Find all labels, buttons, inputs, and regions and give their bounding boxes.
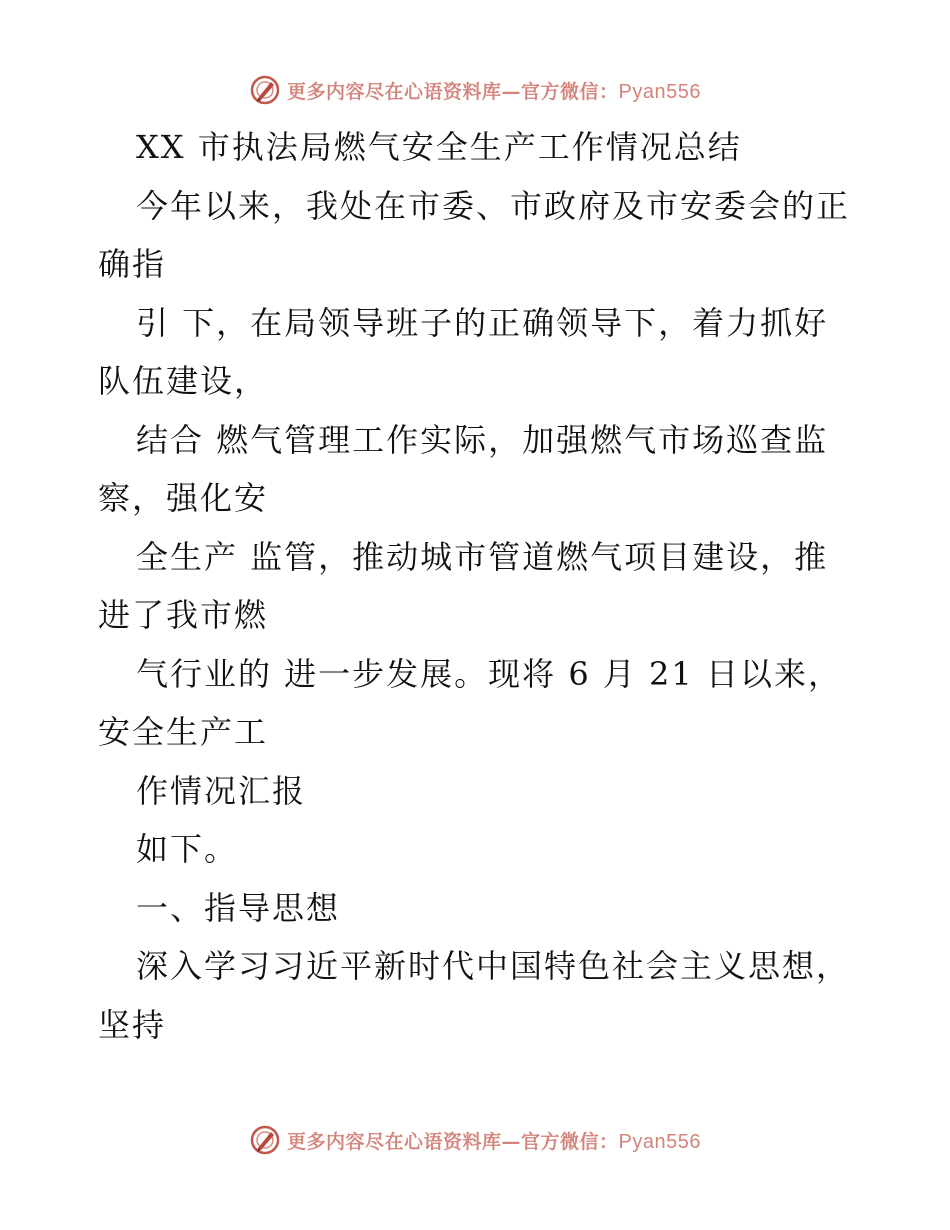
paragraph-line: 确指 [98,245,167,283]
header-watermark [0,70,950,110]
watermark-wechat-id: Pyan556 [618,1130,701,1153]
paragraph-line: 队伍建设， [98,362,269,400]
paragraph-line: 作情况汇报 [136,771,307,810]
paragraph-line: 结合 燃气管理工作实际，加强燃气市场巡查监 [136,420,829,459]
watermark-wechat-id: Pyan556 [618,80,701,103]
paragraph-line: 深入学习习近平新时代中国特色社会主义思想， [136,947,851,985]
pen-logo-icon [249,1124,281,1156]
paragraph-line: 坚持 [98,1005,167,1044]
footer-watermark [0,1120,950,1160]
paragraph-line: 如下。 [136,830,239,868]
watermark-text: 更多内容尽在心语资料库—官方微信：Pyan556 [287,1130,701,1153]
paragraph-line: 察，强化安 [98,479,269,517]
paragraph-line: 引 下，在局领导班子的正确领导下，着力抓好 [136,303,829,342]
paragraph-line: 进了我市燃 [98,596,269,634]
pen-logo-icon [249,74,281,106]
watermark-text: 更多内容尽在心语资料库—官方微信：Pyan556 [287,80,701,103]
section-heading: 一、指导思想 [136,888,341,927]
document-title: XX 市执法局燃气安全生产工作情况总结 [136,128,742,166]
paragraph-line: 气行业的 进一步发展。现将 6 月 21 日以来， [136,654,842,693]
paragraph-line: 安全生产工 [98,713,269,751]
paragraph-line: 今年以来，我处在市委、市政府及市安委会的正 [136,186,851,225]
paragraph-line: 全生产 监管，推动城市管道燃气项目建设，推 [136,537,829,576]
document-body [98,118,858,1054]
